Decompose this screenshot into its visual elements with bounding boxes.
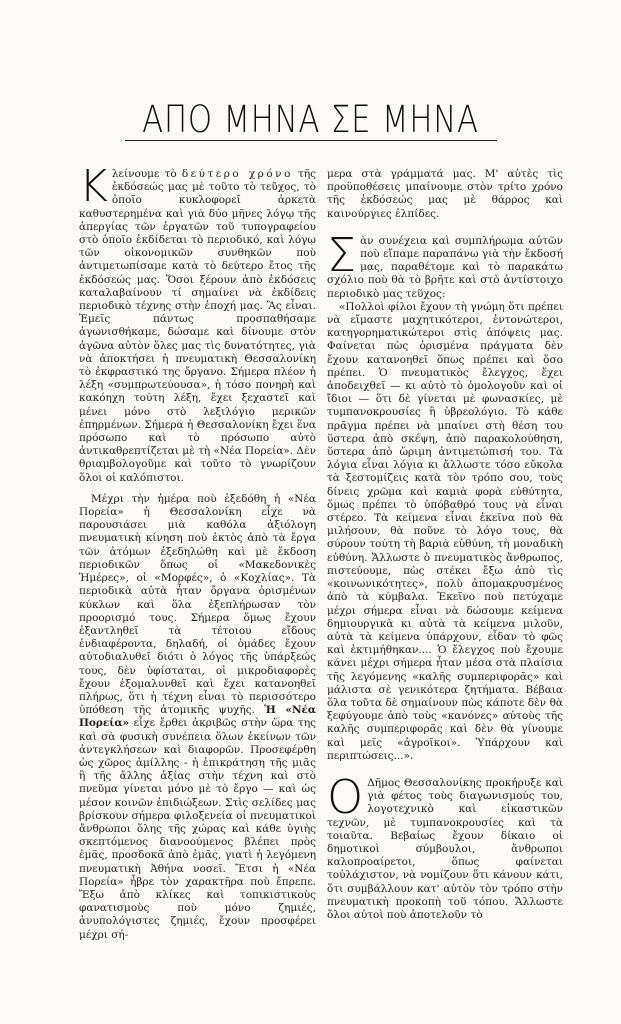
text-span: Μέχρι τὴν ἡμέρα ποὺ ἐξεδόθη ἡ «Νέα Πορεία» ἡ Θεσσαλονίκη εἶχε νὰ παρουσιάσει μιὰ καθόλα ἀξιόλογη πνευματικὴ κίνηση ποὺ ἐκτὸς ἀπὸ τὰ ἔργα τῶν ἀτόμων ἐξεδηλώθη καὶ μὲ ἔκδοση περιοδικῶν ὅπως οἱ «Μακεδονικὲς Ἡμέρες», οἱ «Μορφές», ὁ «Κοχλίας». Τὰ περιοδικὰ αὐτὰ ἦταν ὄργανα ὁρισμένων κύκλων καὶ ὅλα ἐξεπλήρωσαν τὸν προορισμό τους. Σήμερα ὅμως ἔχουν ἐξαντληθεῖ τὰ τέτοιου εἴδους ἐνδιαφέροντα, δηλαδή, οἱ ὁμάδες ἔχουν αὐτοδιαλυθεῖ διότι ὁ λόγος τῆς ὑπάρξεώς τους, δὲν ὑφίσταται, οἱ μικροδιαφορὲς ἔχουν ἐξομαλυνθεῖ καὶ ἔχει κατανοηθεῖ πλήρως, ὅτι ἡ τέχνη εἶναι τὸ περισσότερο ὑπόθεση τῆς ἀτομικῆς ψυχῆς. — [79, 492, 316, 717]
page-title: ΑΠΟ ΜΗΝΑ ΣΕ ΜΗΝΑ — [142, 98, 479, 141]
title-underline — [125, 140, 497, 141]
text-span: εἶχε ἔρθει ἀκριβῶς στὴν ὥρα της καὶ σὰ φυσικὴ συνέπεια ὅλων ἐκείνων τῶν ἀντεγκλήσεων καὶ διαφορῶν. Προσεφέρθη ὡς χῶρος ἁμίλλης - ἡ ἐπικράτηση τῆς μιᾶς ἢ τῆς ἄλλης ἀξίας στὴν τέχνη καὶ στὸ πνεῦμα γίνεται μόνο μὲ τὸ ἔργο — καὶ ὡς μέσον κοινῶν ἐπιδιώξεων. Στὶς σελίδες μας βρίσκουν σήμερα φιλοξενεία οἱ πνευματικοὶ ἄνθρωποι ὅλης τῆς χώρας καὶ κάθε ὑγιὴς σκεπτόμενος διανοούμενος βλέπει πρὸς ἐμᾶς, προσδοκᾶ ἀπὸ ἐμᾶς, γιατὶ ἡ λεγόμενη πνευματικὴ Ἀθήνα νοσεῖ. Ἔτσι ἡ «Νέα Πορεία» ἦβρε τὸν χαρακτῆρα ποὺ ἔπρεπε. Ἔξω ἀπὸ κλίκες καὶ τοπικιστικοὺς φανατισμοὺς ποὺ μόνο ζημιές, ἀνυπολόγιστες ζημιές, ἔχουν προσφέρει μέχρι σή- — [79, 717, 316, 941]
left-column — [79, 168, 316, 978]
paragraph-continuation: μερα στὰ γράμματά μας. Μ' αὐτὲς τὶς προϋποθέσεις μπαίνουμε στὸν τρίτο χρόνο τῆς ἐκδόσεώς μας μὲ θάρρος καὶ καινούργιες ἐλπίδες. — [327, 168, 563, 220]
right-column — [327, 168, 563, 978]
paragraph-history — [79, 493, 316, 942]
drop-cap-s: Σ — [327, 227, 357, 282]
text-span: λείνουμε τὸ — [111, 168, 182, 180]
drop-cap-k: Κ — [79, 168, 108, 212]
spaced-text: δεύτερο χρόνο — [181, 168, 293, 180]
paragraph-opening — [79, 168, 316, 485]
text-span: τῆς ἐκδόσεώς μας μὲ τοῦτο τὸ τεῦχος, τὸ ὁποῖο κυκλοφορεῖ ἀρκετὰ καθυστερημένα καὶ γιὰ δύο μῆνες λόγῳ τῆς ἀπεργίας τῶν ἐργατῶν τοῦ τυπογραφείου στὸ ὁποῖο ἐκδίδεται τὸ περιοδικό, καὶ λόγῳ τῶν οἰκονομικῶν συνθηκῶν ποὺ ἀντιμετωπίσαμε κατὰ τὸ δεύτερο ἔτος τῆς ἐκδόσεώς μας. Ὅσοι ξέρουν ἀπὸ ἐκδόσεις καταλαβαίνουν τί σημαίνει νὰ ἐκδίδεις περιοδικὸ τέχνης στὴν ἐποχή μας. Ἂς εἶναι. Ἐμεῖς πάντως προσπαθήσαμε ἀγωνισθήκαμε, δώσαμε καὶ δίνουμε στὸν ἀγῶνα αὐτὸν ὅλες μας τὶς δυνατότητες, γιὰ νὰ ἀποκτήσει ἡ πνευματικὴ Θεσσαλονίκη τὸ ἐκφραστικό της ὄργανο. Σήμερα πλέον ἡ λέξη «συμπρωτεύουσα», ἡ τόσο πονηρὴ καὶ κακόηχη τούτη λέξη, ἔχει ξεχαστεῖ καὶ μένει μόνο στὸ λεξιλόγιο μερικῶν ἐπηρμένων. Σήμερα ἡ Θεσσαλονίκη ἔχει ἕνα πρόσωπο καὶ τὸ πρόσωπο αὐτὸ ἀντικαθρεπτίζεται μὲ τὴ «Νέα Πορεία». Δὲν θριαμβολογοῦμε καὶ τοῦτο τὸ γνωρίζουν ὅλοι οἱ καλόπιστοι. — [79, 168, 316, 484]
paragraph-quote: «Πολλοὶ φίλοι ἔχουν τὴ γνώμη ὅτι πρέπει νὰ εἴμαστε μαχητικότεροι, ἐντονώτεροι, κατηγορηματικώτεροι στὶς ἀπόψεις μας. Φαίνεται πὼς ὁρισμένα πράγματα δὲν ἔχουν κατανοηθεῖ ὅπως πρέπει καὶ ὅσο πρέπει. Ὁ πνευματικὸς ἔλεγχος, ἔχει ἀποδειχθεῖ — κι αὐτὸ τὸ ὁμολογοῦν καὶ οἱ ἴδιοι — ὅτι δὲ γίνεται μὲ φωνασκίες, μὲ τυμπανοκρουσίες ἢ ὑβρεολόγιο. Τὸ κάθε πρᾶγμα πρέπει νὰ μπαίνει στὴ θέση του ὕστερα ἀπὸ σκέψη, ἀπὸ παρακολούθηση, ὕστερα ἀπὸ ὥριμη ἀντιμετώπισή του. Τὰ λόγια εἶναι λόγια κι ἄλλωστε τόσο εὔκολα τὰ ξεστομίζεις κατὰ τὸν τρόπο σου, τοὺς δίνεις χρῶμα καὶ καμιὰ φορὰ εὐθύτητα, ὅμως πρέπει τὸ ὑπόβαθρό τους νὰ εἶναι στέρεο. Τὰ κείμενα εἶναι ἐκεῖνα ποὺ θὰ μιλήσουν, θὰ ποῦνε τὸ λόγο τους, θὰ σύρουν τούτη τὴ βαριὰ εὐθύνη, τὴ μοναδικὴ εὐθύνη. Ἄλλωστε ὁ πνευματικὸς ἄνθρωπος, πιστεύουμε, πὼς στέκει ἔξω ἀπὸ τὶς «κοινωνικότητες», πολὺ ἀπομακρυσμένος ἀπὸ τὰ κύμβαλα. Ἐκεῖνο ποὺ πετύχαμε μέχρι σήμερα εἶναι νὰ δώσουμε κείμενα δημιουργικὰ κι αὐτὰ τὰ κείμενα μιλοῦν, αὐτὰ τὰ κείμενα ὑπάρχουν, εἶδαν τὸ φῶς καὶ ἐκτιμήθηκαν.... Ὁ ἔλεγχος ποὺ ἔχουμε κάνει μέχρι σήμερα ἦταν μέσα στὰ πλαίσια τῆς λεγόμενης «καλῆς συμπεριφορᾶς» καὶ μάλιστα σὲ γενικότερα ζητήματα. Βέβαια ὅλα τοῦτα δὲ σημαίνουν πὼς κάποτε δὲν θὰ ξεφύγουμε ἀπὸ τοὺς «κανόνες» αὐτοὺς τῆς καλῆς συμπεριφορᾶς καὶ δὲν θὰ γίνουμε καὶ μεῖς «ἀγροῖκοι». Ὑπάρχουν καὶ περιπτώσεις...». — [327, 300, 563, 762]
drop-cap-o: Ο — [327, 769, 364, 824]
bold-text: Ἡ «Νέα Πορεία» — [79, 704, 316, 730]
paragraph-comment — [327, 227, 563, 301]
paragraph-municipality — [327, 769, 563, 922]
text-span: ὰν συνέχεια καὶ συμπλήρωμα αὐτῶν ποὺ εἴπαμε παραπάνω γιὰ τὴν ἔκδοσή μας, παραθέτομε καὶ τὸ παρακάτω σχόλιο ποὺ θὰ τὸ βρῆτε καὶ στὸ ἀντίστοιχο περιοδικὸ μας τεῦχος: — [327, 234, 563, 300]
text-span: Δῆμος Θεσσαλονίκης προκήρυξε καὶ γιὰ φέτος τοὺς διαγωνισμούς του, λογοτεχνικὸ καὶ εἰκαστικῶν τεχνῶν, μὲ τυμπανοκρουσίες καὶ τὰ τοιαῦτα. Βεβαίως ἔχουν δίκαιο οἱ δημοτικοὶ σύμβουλοι, ἄνθρωποι καλοπροαίρετοι, ὅπως φαίνεται τοὐλάχιστον, νὰ νομίζουν ὅτι κάνουν κάτι, ὅτι συμβάλλουν κατ' αὐτὸν τὸν τρόπο στὴν πνευματικὴ προκοπὴ τοῦ τόπου. Ἄλλωστε ὅλοι αὐτοὶ ποὺ ἀποτελοῦν τὸ — [327, 776, 563, 921]
